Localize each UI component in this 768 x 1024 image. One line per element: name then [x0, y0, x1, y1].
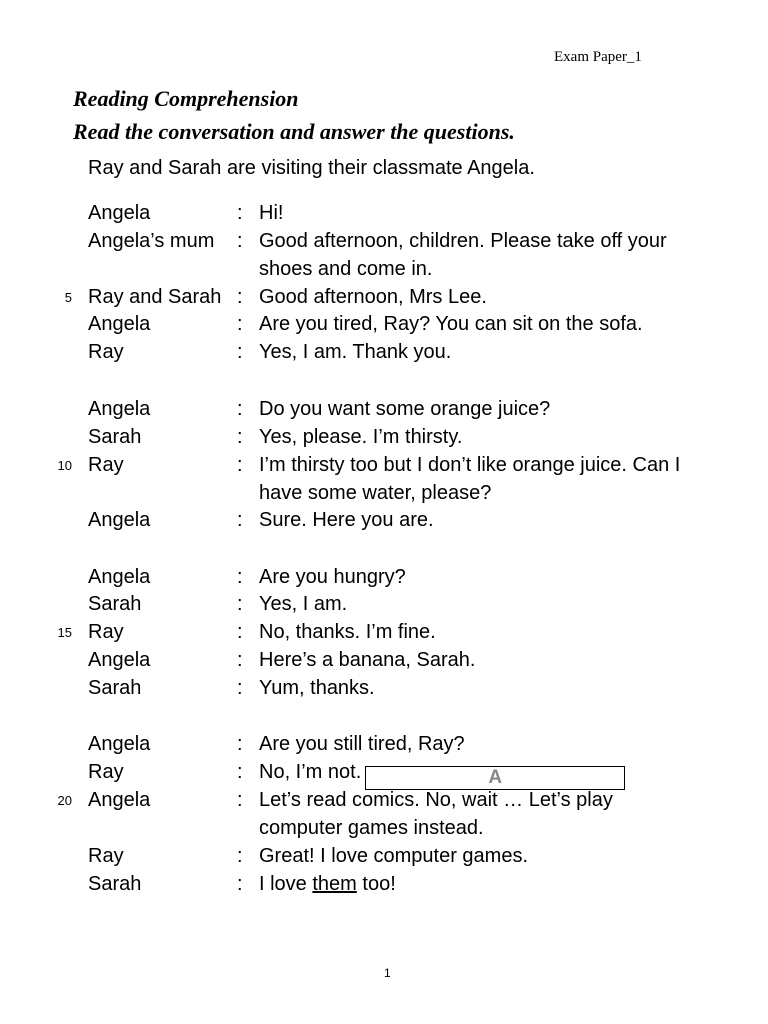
- dialogue-text-with-underline: [259, 870, 396, 898]
- dialogue-line: [0, 758, 768, 786]
- speaker-name: Ray: [88, 621, 124, 643]
- dialogue-text: Good afternoon, Mrs Lee.: [259, 286, 487, 308]
- speaker-colon: :: [237, 733, 243, 755]
- dialogue-line: [0, 590, 768, 618]
- speaker-colon: :: [237, 454, 243, 476]
- speaker-name: Ray: [88, 845, 124, 867]
- dialogue-line: [0, 870, 768, 898]
- underlined-word: them: [312, 873, 357, 895]
- speaker-name: Angela: [88, 649, 151, 671]
- speaker-name: Angela: [88, 733, 151, 755]
- speaker-colon: :: [237, 426, 243, 448]
- speaker-colon: :: [237, 621, 243, 643]
- speaker-colon: :: [237, 286, 243, 308]
- speaker-name: Sarah: [88, 873, 142, 895]
- dialogue-text: No, thanks. I’m fine.: [259, 621, 436, 643]
- dialogue-line: [0, 814, 768, 842]
- dialogue-line: [0, 479, 768, 507]
- speaker-name: Ray: [88, 761, 124, 783]
- dialogue-line: [0, 842, 768, 870]
- dialogue-text-end: too!: [356, 873, 396, 895]
- dialogue-line: [0, 730, 768, 758]
- dialogue-text: Let’s read comics. No, wait … Let’s play: [259, 789, 613, 811]
- speaker-colon: :: [237, 845, 243, 867]
- dialogue-text: Are you tired, Ray? You can sit on the sofa.: [259, 313, 643, 335]
- dialogue-text: I’m thirsty too but I don’t like orange juice. Can I: [259, 454, 681, 476]
- dialogue-text: Yes, I am.: [259, 593, 348, 615]
- dialogue-text: Here’s a banana, Sarah.: [259, 649, 476, 671]
- instruction-text: Read the conversation and answer the questions.: [73, 119, 515, 144]
- dialogue-line: [0, 451, 768, 479]
- dialogue-text: Hi!: [259, 202, 284, 224]
- dialogue-text: Yum, thanks.: [259, 677, 375, 699]
- speaker-colon: :: [237, 789, 243, 811]
- speaker-colon: :: [237, 677, 243, 699]
- dialogue-text: Great! I love computer games.: [259, 845, 529, 867]
- dialogue-line: [0, 423, 768, 451]
- speaker-name: Ray and Sarah: [88, 286, 222, 308]
- dialogue-text: Yes, I am. Thank you.: [259, 341, 452, 363]
- dialogue-line: [0, 786, 768, 814]
- speaker-colon: :: [237, 761, 243, 783]
- speaker-name: Sarah: [88, 593, 142, 615]
- dialogue-text: No, I’m not.: [259, 761, 362, 783]
- dialogue-line: [0, 255, 768, 283]
- dialogue-line: [0, 618, 768, 646]
- answer-gap-box: A: [365, 766, 625, 790]
- speaker-name: Angela: [88, 398, 151, 420]
- speaker-name: Angela: [88, 789, 151, 811]
- dialogue-line: [0, 674, 768, 702]
- speaker-name: Sarah: [88, 677, 142, 699]
- dialogue-line: [0, 506, 768, 534]
- speaker-colon: :: [237, 509, 243, 531]
- dialogue-line: [0, 563, 768, 591]
- exam-paper-header: Exam Paper_1: [554, 49, 642, 65]
- dialogue-text: shoes and come in.: [259, 258, 433, 280]
- speaker-colon: :: [237, 313, 243, 335]
- speaker-name: Ray: [88, 454, 124, 476]
- line-number: 20: [57, 793, 72, 808]
- speaker-colon: :: [237, 593, 243, 615]
- intro-text: Ray and Sarah are visiting their classmate Angela.: [88, 157, 535, 179]
- dialogue-line: [0, 283, 768, 311]
- dialogue-text: Yes, please. I’m thirsty.: [259, 426, 463, 448]
- speaker-colon: :: [237, 398, 243, 420]
- dialogue-text: have some water, please?: [259, 482, 492, 504]
- line-number: 10: [57, 458, 72, 473]
- section-title: Reading Comprehension: [73, 86, 299, 111]
- dialogue-line: [0, 395, 768, 423]
- dialogue-line: [0, 227, 768, 255]
- line-number: 5: [64, 290, 72, 305]
- speaker-name: Angela: [88, 313, 151, 335]
- dialogue-text: Sure. Here you are.: [259, 509, 434, 531]
- speaker-name: Angela: [88, 202, 151, 224]
- dialogue-text: Are you hungry?: [259, 566, 406, 588]
- dialogue-line: [0, 310, 768, 338]
- dialogue-text: Good afternoon, children. Please take off your: [259, 230, 667, 252]
- speaker-colon: :: [237, 566, 243, 588]
- speaker-name: Angela: [88, 509, 151, 531]
- dialogue-line: [0, 199, 768, 227]
- speaker-name: Angela’s mum: [88, 230, 215, 252]
- speaker-name: Ray: [88, 341, 124, 363]
- speaker-colon: :: [237, 230, 243, 252]
- dialogue-text: computer games instead.: [259, 817, 484, 839]
- speaker-colon: :: [237, 341, 243, 363]
- speaker-name: Angela: [88, 566, 151, 588]
- speaker-colon: :: [237, 873, 243, 895]
- dialogue-text-start: I love: [259, 873, 313, 895]
- dialogue-text: Are you still tired, Ray?: [259, 733, 465, 755]
- speaker-colon: :: [237, 649, 243, 671]
- dialogue-text: Do you want some orange juice?: [259, 398, 551, 420]
- dialogue-line: [0, 338, 768, 366]
- page-number: 1: [384, 966, 391, 980]
- speaker-colon: :: [237, 202, 243, 224]
- dialogue-line: [0, 646, 768, 674]
- speaker-name: Sarah: [88, 426, 142, 448]
- line-number: 15: [57, 625, 72, 640]
